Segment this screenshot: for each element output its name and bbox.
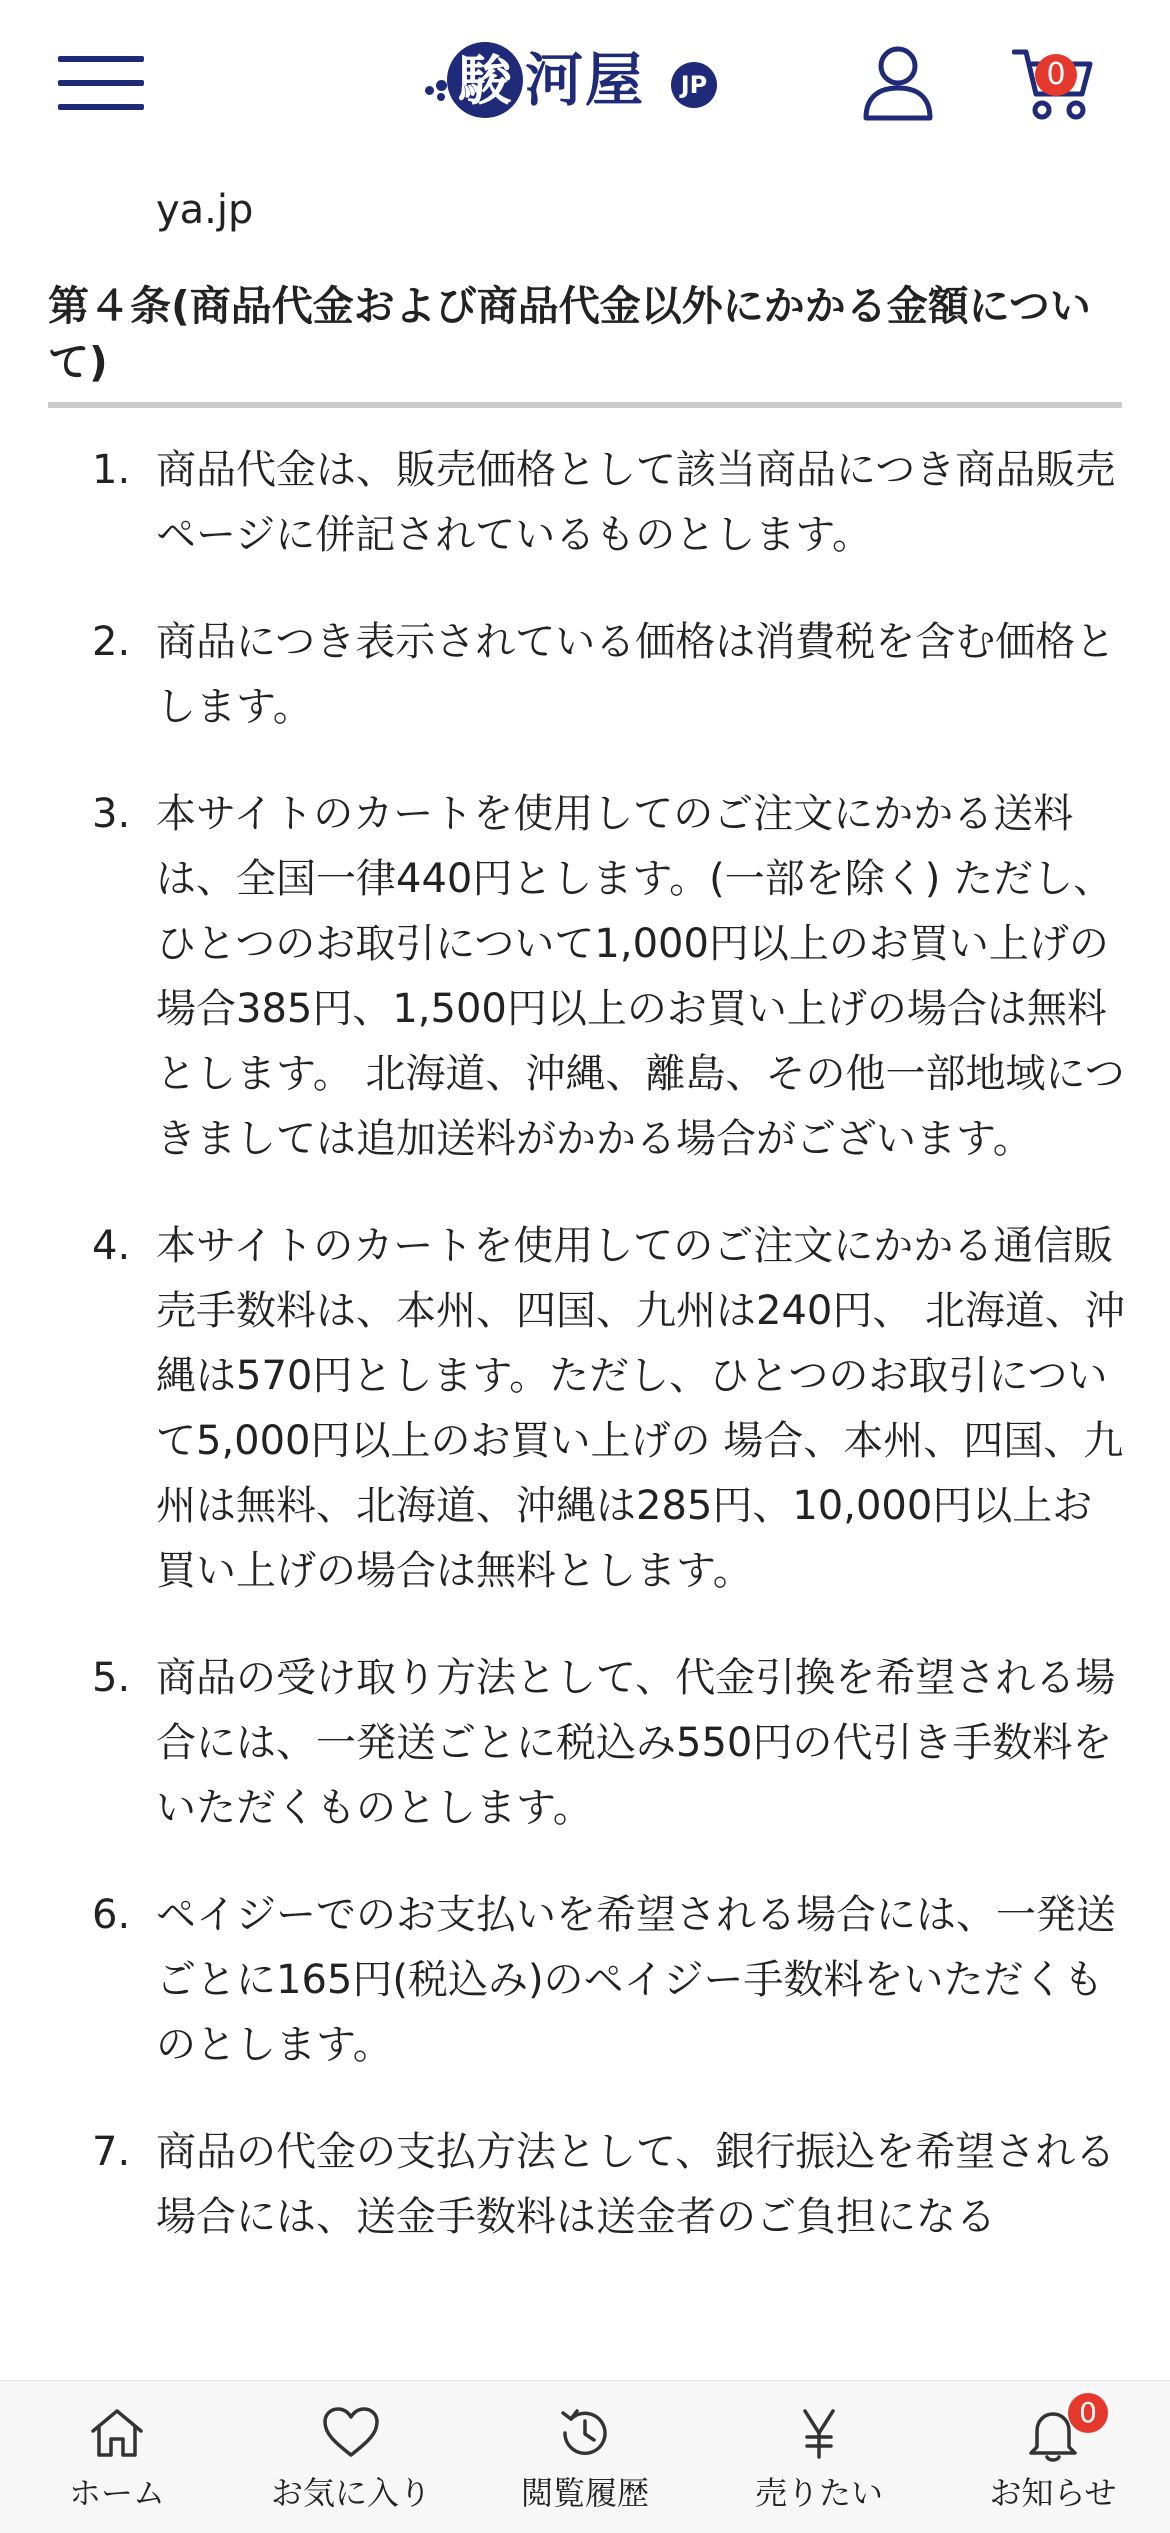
nav-label: お知らせ — [989, 2474, 1117, 2512]
clause-text: 商品代金は、販売価格として該当商品につき商品販売ページに併記されているものとします。 — [156, 447, 1116, 558]
clause-item — [92, 1646, 1128, 1841]
user-icon[interactable] — [862, 44, 934, 122]
clause-text: 商品につき表示されている価格は消費税を含む価格とします。 — [156, 619, 1116, 730]
clause-item — [92, 2120, 1128, 2250]
title-divider — [48, 402, 1122, 408]
nav-item-history[interactable] — [468, 2381, 702, 2533]
logo-dots — [425, 78, 449, 102]
nav-label: お気に入り — [270, 2474, 431, 2512]
bottom-navigation — [0, 2380, 1170, 2533]
history-icon — [555, 2403, 615, 2463]
logo-suffix: JP — [671, 62, 717, 108]
app-header — [0, 0, 1170, 150]
clause-number: 7. — [92, 2129, 131, 2175]
nav-item-home[interactable] — [0, 2381, 234, 2533]
menu-icon-bar — [58, 80, 144, 86]
logo-mark: 駿 — [447, 42, 523, 118]
clause-number: 4. — [92, 1223, 131, 1269]
nav-item-sell[interactable] — [702, 2381, 936, 2533]
site-logo[interactable] — [425, 38, 725, 122]
email-tail-text: ya.jp — [156, 187, 254, 233]
clause-item — [92, 610, 1128, 740]
notification-count-badge: 0 — [1068, 2393, 1108, 2433]
nav-item-favorites[interactable] — [234, 2381, 468, 2533]
article-title: 第４条(商品代金および商品代金以外にかかる金額について) — [48, 282, 1091, 386]
nav-item-notifications[interactable] — [936, 2381, 1170, 2533]
clause-item — [92, 1214, 1128, 1604]
clause-item — [92, 438, 1128, 568]
clause-text: 本サイトのカートを使用してのご注文にかかる送料は、全国一律440円とします。(一部を除く) ただし、ひとつのお取引について1,000円以上のお買い上げの場合385円、1,500円以上のお買い上げの場合は無料とします。 北海道、沖縄、離島、その他一部地域につきましては追加送料がかかる場合がございます。 — [156, 791, 1125, 1162]
clause-list — [92, 438, 1128, 2292]
heart-icon — [321, 2403, 381, 2463]
terms-content — [0, 150, 1170, 2380]
clause-number: 5. — [92, 1655, 131, 1701]
clause-number: 2. — [92, 619, 131, 665]
home-icon — [87, 2403, 147, 2463]
clause-number: 3. — [92, 791, 131, 837]
clause-item — [92, 1883, 1128, 2078]
nav-label: 閲覧履歴 — [520, 2474, 649, 2512]
nav-label: 売りたい — [754, 2474, 883, 2512]
yen-icon — [789, 2403, 849, 2463]
nav-label: ホーム — [68, 2474, 165, 2512]
cart-count-badge: 0 — [1035, 54, 1077, 96]
clause-text: 商品の受け取り方法として、代金引換を希望される場合には、一発送ごとに税込み550円の代引き手数料をいただくものとします。 — [156, 1655, 1116, 1831]
clause-number: 6. — [92, 1892, 131, 1938]
clause-number: 1. — [92, 447, 131, 493]
clause-text: 本サイトのカートを使用してのご注文にかかる通信販売手数料は、本州、四国、九州は240円、 北海道、沖縄は570円とします。ただし、ひとつのお取引について5,000円以上のお買い上げの 場合、本州、四国、九州は無料、北海道、沖縄は285円、10,000円以上お買い上げの場合は無料とします。 — [156, 1223, 1126, 1594]
menu-icon[interactable] — [58, 56, 144, 112]
menu-icon-bar — [58, 56, 144, 62]
menu-icon-bar — [58, 104, 144, 110]
clause-text: 商品の代金の支払方法として、銀行振込を希望される場合には、送金手数料は送金者のご負担になる — [156, 2129, 1116, 2240]
clause-item — [92, 782, 1128, 1172]
logo-text: 河屋 — [525, 46, 646, 114]
clause-text: ペイジーでのお支払いを希望される場合には、一発送ごとに165円(税込み)のペイジー手数料をいただくものとします。 — [156, 1892, 1116, 2068]
